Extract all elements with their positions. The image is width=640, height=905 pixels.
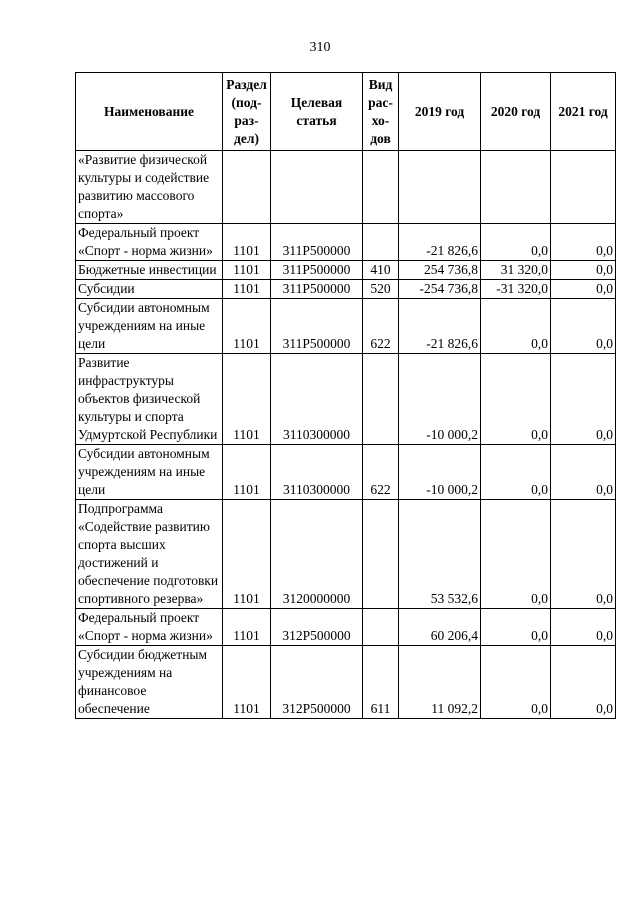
cell-name: Субсидии бюджетным учреждениям на финансовое обеспечение — [76, 646, 223, 719]
cell-section: 1101 — [223, 500, 271, 609]
cell-target: 312P500000 — [271, 609, 363, 646]
cell-2019: 11 092,2 — [399, 646, 481, 719]
page-number: 310 — [309, 40, 331, 55]
cell-name: Субсидии автономным учреждениям на иные цели — [76, 445, 223, 500]
cell-2020: 0,0 — [481, 609, 551, 646]
cell-2020 — [481, 151, 551, 224]
cell-section: 1101 — [223, 280, 271, 299]
cell-name: Бюджетные инвестиции — [76, 261, 223, 280]
cell-expense-type — [363, 354, 399, 445]
table-row — [76, 299, 616, 354]
cell-2019: -254 736,8 — [399, 280, 481, 299]
cell-expense-type: 520 — [363, 280, 399, 299]
header-expense-type: Вид рас-хо-дов — [363, 73, 399, 151]
cell-2021: 0,0 — [551, 354, 616, 445]
cell-name: Развитие инфраструктуры объектов физической культуры и спорта Удмуртской Республики — [76, 354, 223, 445]
cell-expense-type — [363, 609, 399, 646]
cell-section: 1101 — [223, 354, 271, 445]
cell-name: Субсидии автономным учреждениям на иные цели — [76, 299, 223, 354]
table-row — [76, 445, 616, 500]
cell-name: Федеральный проект «Спорт - норма жизни» — [76, 224, 223, 261]
cell-target: 3120000000 — [271, 500, 363, 609]
cell-2020: 0,0 — [481, 646, 551, 719]
cell-2019: -21 826,6 — [399, 299, 481, 354]
cell-target: 311P500000 — [271, 224, 363, 261]
header-name: Наименование — [76, 73, 223, 151]
cell-expense-type: 611 — [363, 646, 399, 719]
budget-table — [75, 72, 616, 719]
header-target: Целевая статья — [271, 73, 363, 151]
table-row — [76, 151, 616, 224]
cell-expense-type — [363, 500, 399, 609]
cell-2019: 60 206,4 — [399, 609, 481, 646]
table-row — [76, 500, 616, 609]
cell-target: 311P500000 — [271, 299, 363, 354]
cell-section: 1101 — [223, 445, 271, 500]
cell-2019: -10 000,2 — [399, 445, 481, 500]
cell-target: 311P500000 — [271, 280, 363, 299]
cell-2021: 0,0 — [551, 299, 616, 354]
table-row — [76, 280, 616, 299]
cell-2021: 0,0 — [551, 280, 616, 299]
cell-2021: 0,0 — [551, 224, 616, 261]
cell-2021 — [551, 151, 616, 224]
cell-target — [271, 151, 363, 224]
cell-expense-type: 622 — [363, 445, 399, 500]
cell-name: Федеральный проект «Спорт - норма жизни» — [76, 609, 223, 646]
cell-2020: 0,0 — [481, 500, 551, 609]
cell-2019: -21 826,6 — [399, 224, 481, 261]
cell-2021: 0,0 — [551, 261, 616, 280]
cell-2019: 53 532,6 — [399, 500, 481, 609]
cell-section — [223, 151, 271, 224]
cell-2020: 0,0 — [481, 299, 551, 354]
cell-2020: 31 320,0 — [481, 261, 551, 280]
cell-2020: 0,0 — [481, 445, 551, 500]
cell-2019 — [399, 151, 481, 224]
table-header-row — [76, 73, 616, 151]
table-row — [76, 646, 616, 719]
cell-expense-type — [363, 224, 399, 261]
cell-name: Подпрограмма «Содействие развитию спорта высших достижений и обеспечение подготовки спортивного резерва» — [76, 500, 223, 609]
header-2019: 2019 год — [399, 73, 481, 151]
cell-target: 312P500000 — [271, 646, 363, 719]
cell-2021: 0,0 — [551, 646, 616, 719]
cell-name: «Развитие физической культуры и содействие развитию массового спорта» — [76, 151, 223, 224]
cell-2021: 0,0 — [551, 445, 616, 500]
cell-expense-type: 410 — [363, 261, 399, 280]
table-row — [76, 261, 616, 280]
cell-target: 3110300000 — [271, 445, 363, 500]
cell-2019: -10 000,2 — [399, 354, 481, 445]
table-row — [76, 609, 616, 646]
header-2021: 2021 год — [551, 73, 616, 151]
cell-2020: 0,0 — [481, 224, 551, 261]
cell-section: 1101 — [223, 299, 271, 354]
cell-2020: -31 320,0 — [481, 280, 551, 299]
cell-name: Субсидии — [76, 280, 223, 299]
header-section: Раздел (под-раз-дел) — [223, 73, 271, 151]
table-row — [76, 224, 616, 261]
cell-2020: 0,0 — [481, 354, 551, 445]
cell-2019: 254 736,8 — [399, 261, 481, 280]
cell-section: 1101 — [223, 261, 271, 280]
cell-expense-type — [363, 151, 399, 224]
cell-target: 3110300000 — [271, 354, 363, 445]
cell-expense-type: 622 — [363, 299, 399, 354]
cell-section: 1101 — [223, 646, 271, 719]
table-row — [76, 354, 616, 445]
cell-target: 311P500000 — [271, 261, 363, 280]
cell-section: 1101 — [223, 224, 271, 261]
header-2020: 2020 год — [481, 73, 551, 151]
cell-2021: 0,0 — [551, 609, 616, 646]
cell-section: 1101 — [223, 609, 271, 646]
cell-2021: 0,0 — [551, 500, 616, 609]
